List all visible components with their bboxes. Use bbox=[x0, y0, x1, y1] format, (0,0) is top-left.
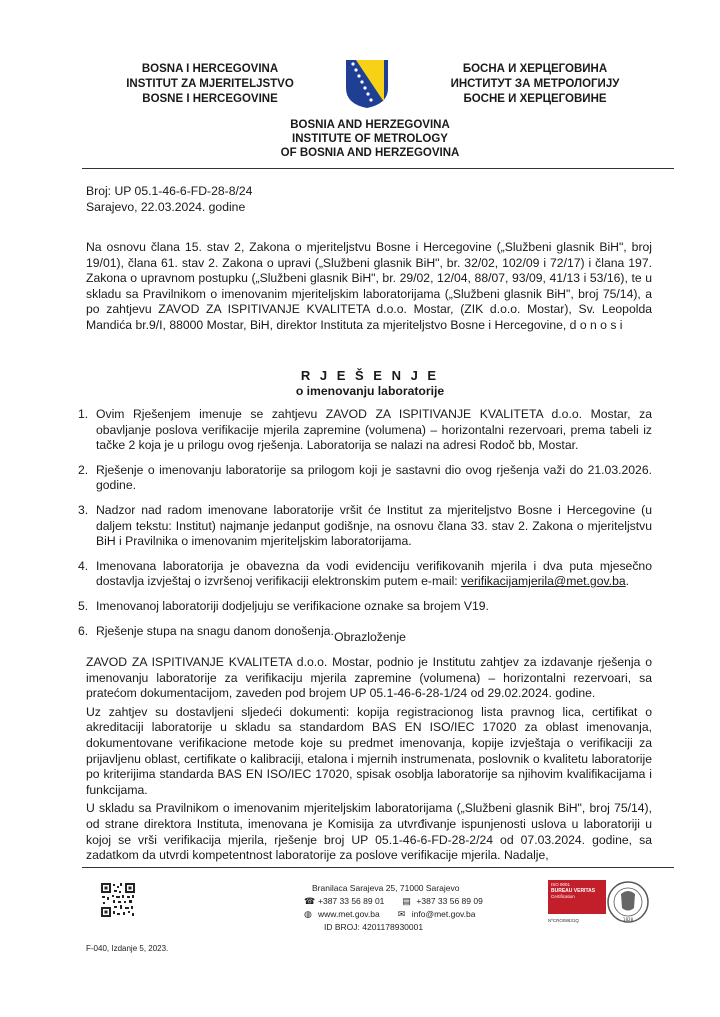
header-center-line: BOSNIA AND HERZEGOVINA bbox=[290, 119, 450, 131]
item-number: 3. bbox=[78, 502, 89, 517]
intro-paragraph: Na osnovu člana 15. stav 2, Zakona o mjeriteljstvu Bosne i Hercegovine („Službeni glasnik BiH", broj 19/01), člana 61. stav 2. Zakona o upravi („Službeni glasnik BiH", br. 32/02, 102/09 i 72/17) i člana 197. Zakona o upravnom postupku („Službeni glasnik BiH", br. 29/02, 12/04, 88/07, 93/09, 41/13 i 53/16), te u skladu sa Pravilnikom o imenovanim mjeriteljskim laboratorijama („Službeni glasnik BiH", broj 75/14), a po zahtjevu ZAVOD ZA ISPITIVANJE KVALITETA d.o.o. Mostar, (ZIK d.o.o. Mostar), Sv. Leopolda Mandića br.9/I, 88000 Mostar, BiH, direktor Instituta za mjeriteljstvo Bosne i Hercegovine, d o n o s i bbox=[86, 240, 652, 332]
globe-icon: ◍ bbox=[304, 909, 312, 919]
header-left-line: INSTITUT ZA MJERITELJSTVO bbox=[126, 78, 294, 90]
list-item bbox=[78, 598, 652, 615]
item-text: Nadzor nad radom imenovane laboratorije vršit će Institut za mjeriteljstvo Bosne i Hercegovine (u daljem tekstu: Institut) najmanje jedanput godišnje, na osnovu člana 33. stav 2. Zakona o mjeriteljstvu BiH i Pravilnika o imenovanim mjeriteljskim laboratorijama. bbox=[96, 502, 652, 549]
cert-label bbox=[548, 880, 606, 914]
form-number: F-040, Izdanje 5, 2023. bbox=[86, 944, 169, 953]
fax-icon: ▤ bbox=[402, 896, 411, 906]
item-text: Imenovanoj laboratoriji dodjeljuju se verifikacione oznake sa brojem V19. bbox=[96, 598, 489, 613]
list-item bbox=[78, 558, 652, 590]
header-right-line: БОСНА И ХЕРЦЕГОВИНА bbox=[462, 63, 608, 75]
footer-phone-row bbox=[304, 895, 483, 908]
explanation-paragraph: Uz zahtjev su dostavljeni sljedeći dokumenti: kopija registracionog lista pravnog lica, certifikat o akreditaciji laboratorije u skladu sa standardom BAS EN ISO/IEC 17020 za oblast imenovanja, dokumentovane verifikacione metode koje su predmet imenovanja, kopije izvještaja o verifikaciji za prijavljenu oblast, certifikate o kalibraciji, etalona i mjernih instrumenata, poslovnik o kvalitetu laboratorije po kriterijima standarda BAS EN ISO/IEC 17020, spisak osoblja laboratorije sa njihovim kvalifikacijama i funkcijama. bbox=[86, 704, 652, 797]
certification-badge bbox=[548, 880, 652, 926]
item-text: Imenovana laboratorija je obavezna da vodi evidenciju verifikovanih mjerila i dva puta mjesečno dostavlja izvještaj o izvršenoj verifikaciji elektronskim putem e-mail: bbox=[96, 558, 652, 589]
footer-id: ID BROJ: 4201178930001 bbox=[324, 922, 424, 932]
header-center-line: INSTITUTE OF METROLOGY bbox=[292, 133, 448, 145]
decision-subtitle: o imenovanju laboratorije bbox=[295, 384, 445, 398]
header-left-line: BOSNA I HERCEGOVINA bbox=[141, 63, 279, 75]
footer-address: Branilaca Sarajeva 25, 71000 Sarajevo bbox=[312, 883, 460, 893]
item-number: 2. bbox=[78, 462, 89, 477]
email-link[interactable]: verifikacijamjerila@met.gov.ba bbox=[461, 574, 626, 589]
header-center-line: OF BOSNIA AND HERZEGOVINA bbox=[280, 147, 460, 159]
coat-of-arms-icon bbox=[344, 58, 390, 110]
email-icon: ✉ bbox=[397, 909, 406, 919]
item-text: Rješenje stupa na snagu danom donošenja. bbox=[96, 623, 334, 638]
header-left-line: BOSNE I HERCEGOVINE bbox=[142, 93, 278, 105]
list-item bbox=[78, 407, 652, 454]
footer-web[interactable]: www.met.gov.ba bbox=[318, 909, 380, 919]
header-right-block bbox=[415, 62, 655, 107]
header-right-line: ИНСТИТУТ ЗА МЕТРОЛОГИЈУ bbox=[450, 78, 620, 90]
document-meta bbox=[86, 183, 252, 215]
header-right-line: БОСНЕ И ХЕРЦЕГОВИНЕ bbox=[463, 93, 607, 105]
header-divider bbox=[82, 168, 674, 169]
document-date: Sarajevo, 22.03.2024. godine bbox=[86, 200, 246, 214]
explanation-paragraph: ZAVOD ZA ISPITIVANJE KVALITETA d.o.o. Mostar, podnio je Institutu zahtjev za izdavanje rješenja o imenovanju laboratorije za verifikaciju mjerila zapremine (volumena) – horizontalni rezervoari, sa pratećom dokumentacijom, zaveden pod brojem UP 05.1-46-6-28-1/24 od 29.02.2024. godine. bbox=[86, 655, 652, 701]
footer-contact bbox=[304, 882, 483, 934]
qr-code-icon bbox=[100, 882, 136, 918]
footer-web-row bbox=[304, 908, 483, 921]
item-number: 5. bbox=[78, 598, 89, 613]
cert-line: Certification bbox=[551, 894, 575, 899]
list-item bbox=[78, 462, 652, 494]
footer-email[interactable]: info@met.gov.ba bbox=[411, 909, 476, 919]
item-text: Ovim Rješenjem imenuje se zahtjevu ZAVOD ZA ISPITIVANJE KVALITETA d.o.o. Mostar, za obavljanje poslova verifikacije mjerila zapremine (volumena) – horizontalni rezervoari, prema tabeli iz tačke 2 koja je u prilogu ovog rješenja. Laboratorija se nalazi na adresi Rodoč bb, Mostar. bbox=[96, 407, 652, 453]
header-left-block bbox=[100, 62, 320, 107]
phone-icon: ☎ bbox=[304, 896, 316, 906]
footer-divider bbox=[82, 867, 674, 868]
document-number: Broj: UP 05.1-46-6-FD-28-8/24 bbox=[86, 184, 253, 198]
item-number: 1. bbox=[78, 407, 89, 421]
cert-line: BUREAU VERITAS bbox=[551, 888, 596, 894]
item-text: Rješenje o imenovanju laboratorije sa prilogom koji je sastavni dio ovog rješenja važi do 21.03.2026. godine. bbox=[96, 462, 652, 493]
cert-line: ISO 9001 bbox=[551, 882, 571, 887]
seal-year: 1828 bbox=[622, 917, 634, 922]
cert-code: NºCRO08631Q bbox=[548, 918, 579, 923]
explanation-title: Obrazloženje bbox=[334, 630, 406, 644]
item-text-end: . bbox=[625, 574, 630, 589]
decision-title: R J E Š E N J E bbox=[300, 368, 440, 383]
footer-phone: +387 33 56 89 01 bbox=[318, 896, 385, 906]
item-number: 4. bbox=[78, 558, 89, 573]
header-center-block bbox=[200, 118, 540, 160]
footer-fax: +387 33 56 89 09 bbox=[416, 896, 483, 906]
decision-items bbox=[78, 407, 652, 648]
item-number: 6. bbox=[78, 623, 89, 638]
list-item bbox=[78, 502, 652, 550]
explanation-paragraph: U skladu sa Pravilnikom o imenovanim mjeriteljskim laboratorijama („Službeni glasnik BiH", broj 75/14), od strane direktora Instituta, imenovana je Komisija za utvrđivanje ispunjenosti uslova u laboratoriji u kojoj se vrši verifikacija mjerila, rješenje broj UP 05.1-46-6-FD-28-2/24 od 07.03.2024. godine, sa zadatkom da utvrdi kompetentnost laboratorije za poslove verifikacije mjerila. Nadalje, bbox=[86, 801, 652, 863]
bureau-veritas-seal-icon bbox=[606, 880, 650, 924]
explanation-body bbox=[86, 655, 652, 867]
